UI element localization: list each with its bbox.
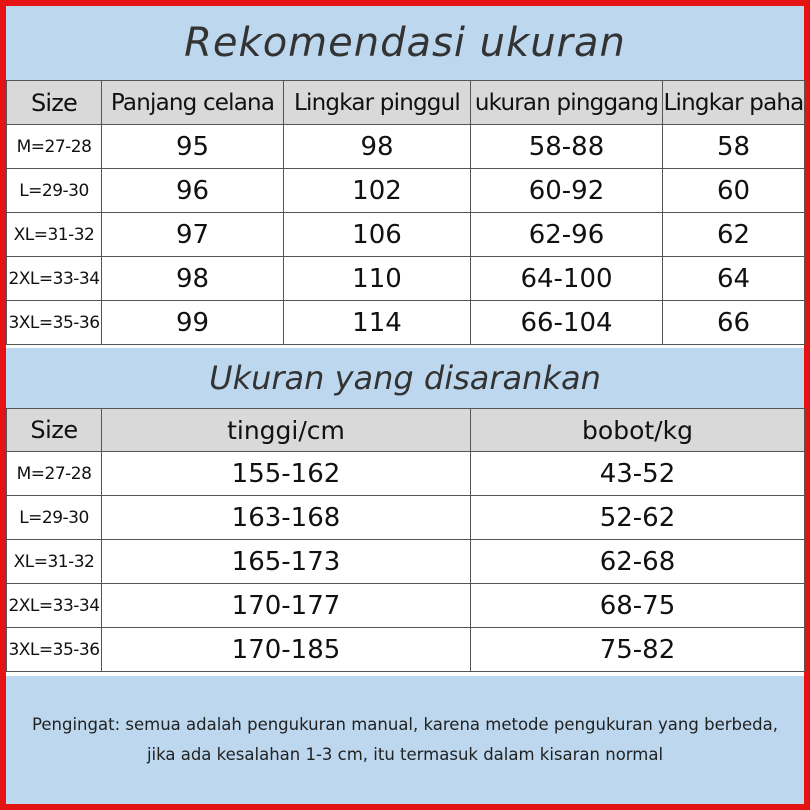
value-cell: 75-82 [471,628,805,672]
value-cell: 43-52 [471,452,805,496]
value-cell: 66 [663,301,805,345]
value-cell: 60-92 [471,169,663,213]
value-cell: 60 [663,169,805,213]
secondary-title: Ukuran yang disarankan [6,348,804,408]
size-cell: M=27-28 [7,452,102,496]
value-cell: 110 [284,257,471,301]
value-cell: 58-88 [471,125,663,169]
value-cell: 163-168 [102,496,471,540]
value-cell: 165-173 [102,540,471,584]
table-row [7,301,805,345]
main-title: Rekomendasi ukuran [6,6,804,80]
table-row [7,125,805,169]
size-cell: 3XL=35-36 [7,301,102,345]
size-cell: 2XL=33-34 [7,584,102,628]
value-cell: 114 [284,301,471,345]
header-size: Size [7,409,102,452]
size-cell: XL=31-32 [7,213,102,257]
value-cell: 64 [663,257,805,301]
value-cell: 64-100 [471,257,663,301]
value-cell: 96 [102,169,284,213]
value-cell: 58 [663,125,805,169]
value-cell: 68-75 [471,584,805,628]
value-cell: 62-96 [471,213,663,257]
header-lingkar-pinggul: Lingkar pinggul [284,81,471,125]
table-row [7,496,805,540]
header-panjang-celana: Panjang celana [102,81,284,125]
value-cell: 102 [284,169,471,213]
value-cell: 95 [102,125,284,169]
value-cell: 170-177 [102,584,471,628]
table-row [7,452,805,496]
value-cell: 170-185 [102,628,471,672]
size-cell: L=29-30 [7,496,102,540]
value-cell: 97 [102,213,284,257]
value-cell: 98 [284,125,471,169]
header-bobot: bobot/kg [471,409,805,452]
table-row [7,257,805,301]
header-lingkar-paha: Lingkar paha [663,81,805,125]
value-cell: 62 [663,213,805,257]
header-size: Size [7,81,102,125]
value-cell: 52-62 [471,496,805,540]
table-row [7,540,805,584]
size-cell: L=29-30 [7,169,102,213]
table-row [7,213,805,257]
header-tinggi: tinggi/cm [102,409,471,452]
value-cell: 98 [102,257,284,301]
table-row [7,169,805,213]
value-cell: 155-162 [102,452,471,496]
value-cell: 99 [102,301,284,345]
size-cell: M=27-28 [7,125,102,169]
table-header-row [7,81,805,125]
header-ukuran-pinggang: ukuran pinggang [471,81,663,125]
measurement-note: Pengingat: semua adalah pengukuran manual, karena metode pengukuran yang berbeda, jika ada kesalahan 1-3 cm, itu termasuk dalam kisaran normal [6,676,804,804]
value-cell: 62-68 [471,540,805,584]
table-row [7,628,805,672]
value-cell: 106 [284,213,471,257]
recommended-size-table [6,408,805,672]
size-measurement-table [6,80,805,345]
size-cell: XL=31-32 [7,540,102,584]
value-cell: 66-104 [471,301,663,345]
table-header-row [7,409,805,452]
size-cell: 2XL=33-34 [7,257,102,301]
table-row [7,584,805,628]
size-cell: 3XL=35-36 [7,628,102,672]
